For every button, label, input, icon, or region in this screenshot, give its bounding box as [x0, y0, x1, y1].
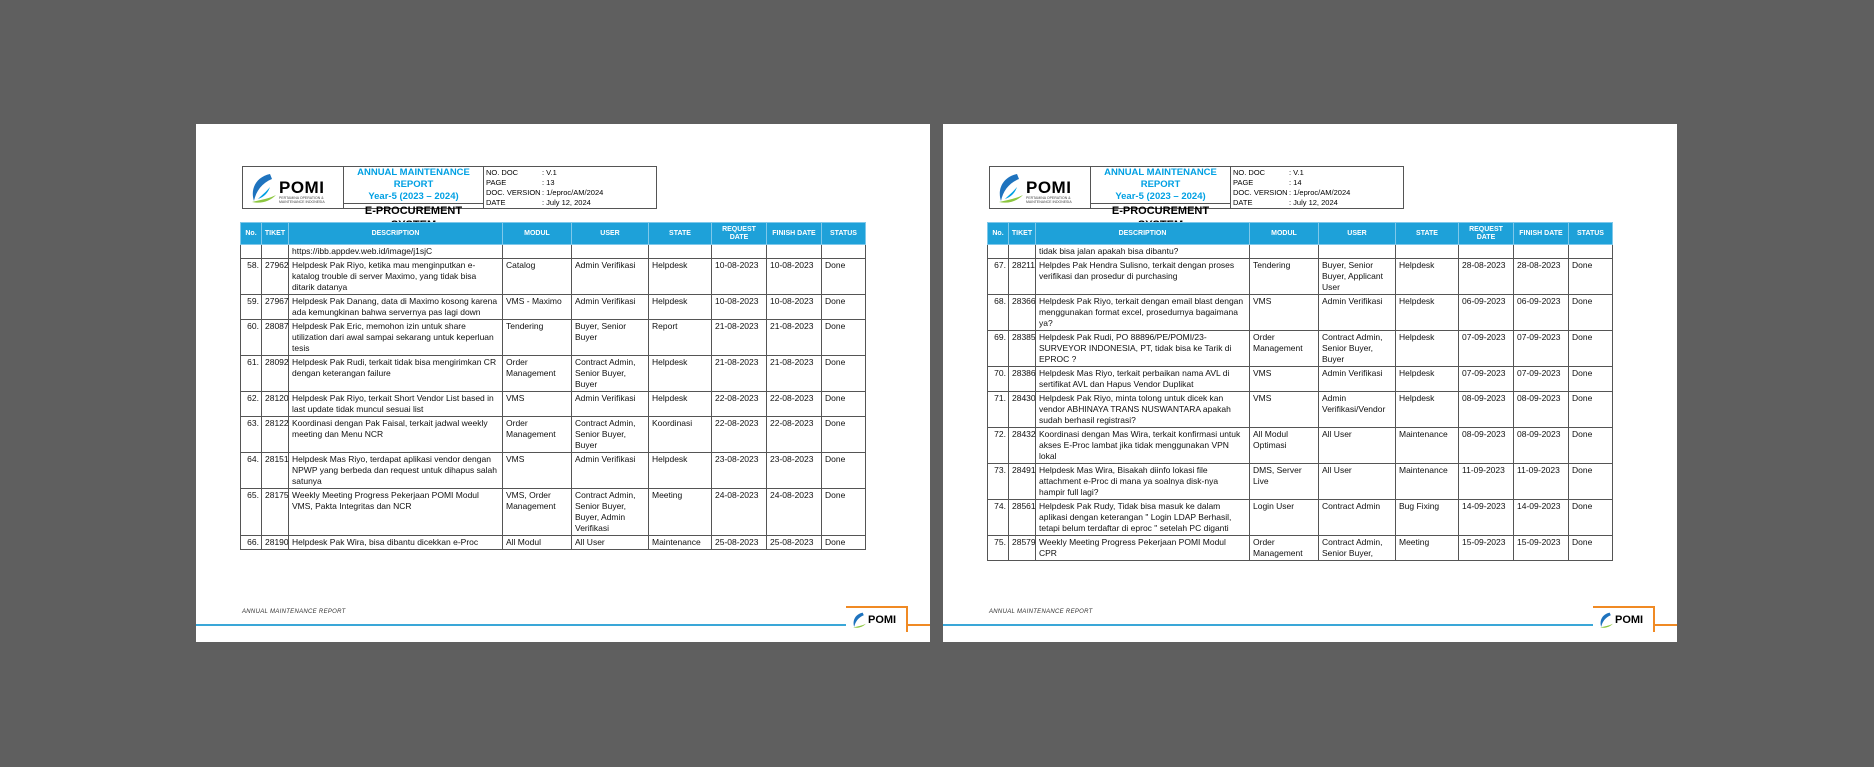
- row-tiket: 28151: [262, 453, 289, 489]
- row-status: Done: [1569, 536, 1613, 561]
- row-state: Maintenance: [1396, 464, 1459, 500]
- continuation-cell: [1250, 245, 1319, 259]
- row-modul: Order Management: [503, 417, 572, 453]
- col-finish-date: FINISH DATE: [767, 223, 822, 245]
- row-status: Done: [822, 392, 866, 417]
- row-description: Weekly Meeting Progress Pekerjaan POMI Modul VMS, Pakta Integritas dan NCR: [289, 489, 503, 536]
- pomi-logo: [990, 167, 1091, 208]
- continuation-cell: [1396, 245, 1459, 259]
- continuation-cell: [822, 245, 866, 259]
- document-page-14: [943, 124, 1677, 642]
- row-state: Helpdesk: [649, 295, 712, 320]
- row-tiket: 28087: [262, 320, 289, 356]
- row-request-date: 14-09-2023: [1459, 500, 1514, 536]
- meta-no-doc: : V.1: [1289, 168, 1304, 177]
- row-finish-date: 25-08-2023: [767, 536, 822, 550]
- row-status: Done: [822, 489, 866, 536]
- col-description: DESCRIPTION: [289, 223, 503, 245]
- row-modul: Order Management: [1250, 331, 1319, 367]
- row-modul: VMS: [503, 453, 572, 489]
- row-finish-date: 07-09-2023: [1514, 331, 1569, 367]
- meta-date: : July 12, 2024: [1289, 198, 1338, 207]
- row-modul: VMS: [503, 392, 572, 417]
- table-row: [241, 356, 866, 392]
- maintenance-table: [240, 222, 866, 550]
- row-user: All User: [572, 536, 649, 550]
- pomi-swoosh-icon: [248, 171, 278, 205]
- table-row: [241, 489, 866, 536]
- row-request-date: 15-09-2023: [1459, 536, 1514, 561]
- row-description: Helpdesk Mas Riyo, terkait perbaikan nama AVL di sertifikat AVL dan Hapus Vendor Duplikat: [1036, 367, 1250, 392]
- logo-subtitle: PERTAMINA OPERATION & MAINTENANCE INDONESIA: [1026, 196, 1072, 204]
- meta-label-no-doc: NO. DOC: [1233, 168, 1266, 177]
- row-finish-date: 10-08-2023: [767, 259, 822, 295]
- table-row: [988, 295, 1613, 331]
- continuation-cell: [503, 245, 572, 259]
- row-status: Done: [822, 417, 866, 453]
- row-request-date: 08-09-2023: [1459, 392, 1514, 428]
- row-tiket: 28579: [1009, 536, 1036, 561]
- row-modul: VMS: [1250, 392, 1319, 428]
- row-modul: VMS - Maximo: [503, 295, 572, 320]
- row-status: Done: [1569, 367, 1613, 392]
- meta-page: : 14: [1289, 178, 1302, 187]
- report-title: ANNUAL MAINTENANCE REPORT: [357, 167, 470, 190]
- footer-line: [196, 624, 846, 626]
- row-state: Helpdesk: [1396, 392, 1459, 428]
- report-title-block: [1091, 167, 1231, 217]
- row-no: 73.: [988, 464, 1009, 500]
- row-no: 69.: [988, 331, 1009, 367]
- continuation-cell: [1009, 245, 1036, 259]
- table-row: [988, 536, 1613, 561]
- doc-meta: [1231, 167, 1403, 208]
- row-user: All User: [1319, 428, 1396, 464]
- row-finish-date: 08-09-2023: [1514, 392, 1569, 428]
- row-description: Helpdesk Pak Riyo, terkait dengan email blast dengan menggunakan format excel, prosedurnya bagaimana ya?: [1036, 295, 1250, 331]
- row-no: 71.: [988, 392, 1009, 428]
- row-finish-date: 10-08-2023: [767, 295, 822, 320]
- row-user: Admin Verifikasi/Vendor: [1319, 392, 1396, 428]
- footer-logo: [846, 606, 908, 632]
- row-modul: Tendering: [1250, 259, 1319, 295]
- col-status: STATUS: [1569, 223, 1613, 245]
- row-request-date: 10-08-2023: [712, 295, 767, 320]
- row-finish-date: 23-08-2023: [767, 453, 822, 489]
- document-header: [989, 166, 1404, 217]
- row-modul: VMS: [1250, 367, 1319, 392]
- report-year: Year-5 (2023 – 2024): [1115, 191, 1206, 202]
- row-tiket: 28491: [1009, 464, 1036, 500]
- row-user: Admin Verifikasi: [572, 295, 649, 320]
- logo-text: POMI: [279, 178, 325, 197]
- continuation-cell: [1514, 245, 1569, 259]
- row-description: Helpdesk Pak Eric, memohon izin untuk share utilization dari awal sampai sekarang untuk keperluan tesis: [289, 320, 503, 356]
- row-state: Helpdesk: [1396, 367, 1459, 392]
- row-description: Helpdesk Pak Riyo, terkait Short Vendor List based in last update tidak muncul sesuai list: [289, 392, 503, 417]
- row-user: Contract Admin, Senior Buyer, Buyer: [572, 356, 649, 392]
- row-request-date: 06-09-2023: [1459, 295, 1514, 331]
- row-status: Done: [1569, 331, 1613, 367]
- row-tiket: 28122: [262, 417, 289, 453]
- row-state: Meeting: [1396, 536, 1459, 561]
- row-user: Admin Verifikasi: [572, 453, 649, 489]
- table-row: [988, 428, 1613, 464]
- logo-text: POMI: [1026, 178, 1072, 197]
- table-header-row: [241, 223, 866, 245]
- report-year: Year-5 (2023 – 2024): [368, 191, 459, 202]
- row-modul: Catalog: [503, 259, 572, 295]
- row-status: Done: [822, 259, 866, 295]
- meta-version: : 1/eproc/AM/2024: [1289, 188, 1351, 197]
- row-description: Weekly Meeting Progress Pekerjaan POMI Modul CPR: [1036, 536, 1250, 561]
- table-row: [241, 417, 866, 453]
- row-tiket: 27962: [262, 259, 289, 295]
- row-no: 63.: [241, 417, 262, 453]
- system-name: E-PROCUREMENT: [344, 203, 483, 232]
- row-user: Admin Verifikasi: [1319, 295, 1396, 331]
- row-finish-date: 24-08-2023: [767, 489, 822, 536]
- row-finish-date: 07-09-2023: [1514, 367, 1569, 392]
- meta-label-date: DATE: [486, 198, 506, 207]
- table-row: [241, 392, 866, 417]
- pomi-swoosh-icon: [995, 171, 1025, 205]
- row-modul: VMS, Order Management: [503, 489, 572, 536]
- row-modul: VMS: [1250, 295, 1319, 331]
- row-no: 67.: [988, 259, 1009, 295]
- row-modul: Login User: [1250, 500, 1319, 536]
- footer-logo-text: POMI: [1615, 614, 1644, 626]
- row-request-date: 21-08-2023: [712, 356, 767, 392]
- col-user: USER: [572, 223, 649, 245]
- row-description: Helpdesk Pak Riyo, minta tolong untuk dicek kan vendor ABHINAYA TRANS NUSWANTARA apakah sudah berhasil registrasi?: [1036, 392, 1250, 428]
- row-no: 62.: [241, 392, 262, 417]
- table-row: [988, 331, 1613, 367]
- maintenance-table: [987, 222, 1613, 561]
- row-no: 59.: [241, 295, 262, 320]
- row-finish-date: 11-09-2023: [1514, 464, 1569, 500]
- report-title-block: [344, 167, 484, 217]
- continuation-text: https://ibb.appdev.web.id/image/j1sjC: [289, 245, 503, 259]
- row-user: Admin Verifikasi: [572, 392, 649, 417]
- row-tiket: 28432: [1009, 428, 1036, 464]
- row-status: Done: [822, 320, 866, 356]
- meta-label-page: PAGE: [1233, 178, 1254, 187]
- col-status: STATUS: [822, 223, 866, 245]
- system-name: E-PROCUREMENT: [1091, 203, 1230, 232]
- meta-label-no-doc: NO. DOC: [486, 168, 519, 177]
- row-no: 64.: [241, 453, 262, 489]
- row-tiket: 28561: [1009, 500, 1036, 536]
- footer-title: ANNUAL MAINTENANCE REPORT: [242, 609, 346, 615]
- row-modul: Tendering: [503, 320, 572, 356]
- row-state: Helpdesk: [1396, 331, 1459, 367]
- pomi-logo: [243, 167, 344, 208]
- row-tiket: 28175: [262, 489, 289, 536]
- row-description: Helpdesk Mas Wira, Bisakah diinfo lokasi file attachment e-Proc di mana ya soalnya disk-nya hampir full lagi?: [1036, 464, 1250, 500]
- col-state: STATE: [1396, 223, 1459, 245]
- row-description: Koordinasi dengan Mas Wira, terkait konfirmasi untuk akses E-Proc lambat jika tidak menggunakan VPN lokal: [1036, 428, 1250, 464]
- row-finish-date: 21-08-2023: [767, 356, 822, 392]
- footer-accent-line: [1655, 624, 1677, 626]
- row-tiket: 28430: [1009, 392, 1036, 428]
- row-description: Helpdesk Pak Rudi, PO 88896/PE/POMI/23-SURVEYOR INDONESIA, PT, tidak bisa ke Tarik di EPROC ?: [1036, 331, 1250, 367]
- row-status: Done: [1569, 464, 1613, 500]
- row-request-date: 24-08-2023: [712, 489, 767, 536]
- row-no: 61.: [241, 356, 262, 392]
- continuation-row: [988, 245, 1613, 259]
- row-status: Done: [822, 536, 866, 550]
- logo-subtitle: PERTAMINA OPERATION & MAINTENANCE INDONESIA: [279, 196, 325, 204]
- row-request-date: 21-08-2023: [712, 320, 767, 356]
- row-tiket: 28092: [262, 356, 289, 392]
- col-modul: MODUL: [1250, 223, 1319, 245]
- row-no: 68.: [988, 295, 1009, 331]
- document-page-13: [196, 124, 930, 642]
- row-no: 72.: [988, 428, 1009, 464]
- row-user: Contract Admin, Senior Buyer, Buyer: [572, 417, 649, 453]
- row-description: Helpdesk Pak Rudy, Tidak bisa masuk ke dalam aplikasi dengan keterangan " Login LDAP Berhasil, tetapi belum terdaftar di eproc " setelah PC diganti: [1036, 500, 1250, 536]
- col-state: STATE: [649, 223, 712, 245]
- footer-logo-text: POMI: [868, 614, 897, 626]
- row-finish-date: 08-09-2023: [1514, 428, 1569, 464]
- col-tiket: TIKET: [1009, 223, 1036, 245]
- doc-meta: [484, 167, 656, 208]
- table-header-row: [988, 223, 1613, 245]
- row-user: Contract Admin, Senior Buyer, Buyer: [1319, 331, 1396, 367]
- row-modul: DMS, Server Live: [1250, 464, 1319, 500]
- table-row: [988, 392, 1613, 428]
- meta-label-version: DOC. VERSION: [1233, 188, 1288, 197]
- col-modul: MODUL: [503, 223, 572, 245]
- continuation-cell: [572, 245, 649, 259]
- meta-no-doc: : V.1: [542, 168, 557, 177]
- row-tiket: 28190: [262, 536, 289, 550]
- row-description: Koordinasi dengan Pak Faisal, terkait jadwal weekly meeting dan Menu NCR: [289, 417, 503, 453]
- row-tiket: 28366: [1009, 295, 1036, 331]
- table-row: [241, 536, 866, 550]
- table-row: [241, 295, 866, 320]
- footer-line: [943, 624, 1593, 626]
- continuation-text: tidak bisa jalan apakah bisa dibantu?: [1036, 245, 1250, 259]
- row-modul: Order Management: [1250, 536, 1319, 561]
- continuation-cell: [241, 245, 262, 259]
- pomi-swoosh-icon: [850, 611, 868, 629]
- pomi-swoosh-icon: [1597, 611, 1615, 629]
- col-request-date: REQUEST DATE: [712, 223, 767, 245]
- row-no: 60.: [241, 320, 262, 356]
- row-description: Helpdesk Pak Danang, data di Maximo kosong karena ada kemungkinan bahwa servernya pas lagi down: [289, 295, 503, 320]
- row-status: Done: [1569, 392, 1613, 428]
- row-state: Helpdesk: [649, 259, 712, 295]
- row-request-date: 25-08-2023: [712, 536, 767, 550]
- table-row: [988, 464, 1613, 500]
- row-request-date: 28-08-2023: [1459, 259, 1514, 295]
- meta-label-page: PAGE: [486, 178, 507, 187]
- row-status: Done: [1569, 259, 1613, 295]
- row-status: Done: [822, 453, 866, 489]
- row-finish-date: 14-09-2023: [1514, 500, 1569, 536]
- row-finish-date: 06-09-2023: [1514, 295, 1569, 331]
- row-no: 74.: [988, 500, 1009, 536]
- row-modul: Order Management: [503, 356, 572, 392]
- continuation-cell: [712, 245, 767, 259]
- row-status: Done: [1569, 295, 1613, 331]
- row-state: Helpdesk: [649, 356, 712, 392]
- row-no: 66.: [241, 536, 262, 550]
- col-user: USER: [1319, 223, 1396, 245]
- meta-label-date: DATE: [1233, 198, 1253, 207]
- row-finish-date: 15-09-2023: [1514, 536, 1569, 561]
- row-state: Helpdesk: [649, 453, 712, 489]
- row-status: Done: [1569, 428, 1613, 464]
- row-finish-date: 21-08-2023: [767, 320, 822, 356]
- document-header: [242, 166, 657, 217]
- row-request-date: 22-08-2023: [712, 417, 767, 453]
- row-description: Helpdes Pak Hendra Sulisno, terkait dengan proses verifikasi dan prosedur di purchasing: [1036, 259, 1250, 295]
- continuation-cell: [1319, 245, 1396, 259]
- continuation-cell: [767, 245, 822, 259]
- row-user: Contract Admin, Senior Buyer,: [1319, 536, 1396, 561]
- row-description: Helpdesk Pak Riyo, ketika mau menginputkan e-katalog trouble di server Maximo, yang tidak bisa ditarik datanya: [289, 259, 503, 295]
- table-row: [241, 453, 866, 489]
- col-description: DESCRIPTION: [1036, 223, 1250, 245]
- row-user: Admin Verifikasi: [1319, 367, 1396, 392]
- row-state: Meeting: [649, 489, 712, 536]
- row-finish-date: 22-08-2023: [767, 392, 822, 417]
- row-description: Helpdesk Pak Wira, bisa dibantu dicekkan e-Proc: [289, 536, 503, 550]
- continuation-cell: [649, 245, 712, 259]
- continuation-cell: [1459, 245, 1514, 259]
- row-request-date: 22-08-2023: [712, 392, 767, 417]
- row-user: Buyer, Senior Buyer, Applicant User: [1319, 259, 1396, 295]
- footer-logo: [1593, 606, 1655, 632]
- row-user: Admin Verifikasi: [572, 259, 649, 295]
- table-row: [241, 320, 866, 356]
- row-tiket: 28386: [1009, 367, 1036, 392]
- col-request-date: REQUEST DATE: [1459, 223, 1514, 245]
- continuation-row: [241, 245, 866, 259]
- row-state: Koordinasi: [649, 417, 712, 453]
- row-request-date: 10-08-2023: [712, 259, 767, 295]
- footer-title: ANNUAL MAINTENANCE REPORT: [989, 609, 1093, 615]
- row-state: Helpdesk: [649, 392, 712, 417]
- row-state: Maintenance: [649, 536, 712, 550]
- row-state: Maintenance: [1396, 428, 1459, 464]
- row-state: Report: [649, 320, 712, 356]
- row-no: 58.: [241, 259, 262, 295]
- meta-version: : 1/eproc/AM/2024: [542, 188, 604, 197]
- row-request-date: 23-08-2023: [712, 453, 767, 489]
- row-request-date: 08-09-2023: [1459, 428, 1514, 464]
- row-request-date: 07-09-2023: [1459, 331, 1514, 367]
- row-request-date: 07-09-2023: [1459, 367, 1514, 392]
- footer-accent-line: [908, 624, 930, 626]
- row-state: Helpdesk: [1396, 295, 1459, 331]
- row-description: Helpdesk Mas Riyo, terdapat aplikasi vendor dengan NPWP yang berbeda dan request untuk dihapus salah satunya: [289, 453, 503, 489]
- table-row: [988, 500, 1613, 536]
- row-tiket: 28120: [262, 392, 289, 417]
- row-status: Done: [1569, 500, 1613, 536]
- row-status: Done: [822, 295, 866, 320]
- row-user: Contract Admin: [1319, 500, 1396, 536]
- meta-label-version: DOC. VERSION: [486, 188, 541, 197]
- row-state: Bug Fixing: [1396, 500, 1459, 536]
- col-no: No.: [988, 223, 1009, 245]
- row-user: Buyer, Senior Buyer: [572, 320, 649, 356]
- row-status: Done: [822, 356, 866, 392]
- table-row: [988, 259, 1613, 295]
- col-tiket: TIKET: [262, 223, 289, 245]
- continuation-cell: [988, 245, 1009, 259]
- row-request-date: 11-09-2023: [1459, 464, 1514, 500]
- table-row: [988, 367, 1613, 392]
- row-finish-date: 22-08-2023: [767, 417, 822, 453]
- row-modul: All Modul: [503, 536, 572, 550]
- col-no: No.: [241, 223, 262, 245]
- continuation-cell: [1569, 245, 1613, 259]
- row-no: 75.: [988, 536, 1009, 561]
- row-user: All User: [1319, 464, 1396, 500]
- meta-date: : July 12, 2024: [542, 198, 591, 207]
- row-tiket: 27967: [262, 295, 289, 320]
- row-no: 70.: [988, 367, 1009, 392]
- row-finish-date: 28-08-2023: [1514, 259, 1569, 295]
- continuation-cell: [262, 245, 289, 259]
- row-description: Helpdesk Pak Rudi, terkait tidak bisa mengirimkan CR dengan keterangan failure: [289, 356, 503, 392]
- table-row: [241, 259, 866, 295]
- row-state: Helpdesk: [1396, 259, 1459, 295]
- row-user: Contract Admin, Senior Buyer, Buyer, Admin Verifikasi: [572, 489, 649, 536]
- row-no: 65.: [241, 489, 262, 536]
- col-finish-date: FINISH DATE: [1514, 223, 1569, 245]
- row-modul: All Modul Optimasi: [1250, 428, 1319, 464]
- row-tiket: 28211: [1009, 259, 1036, 295]
- report-title: ANNUAL MAINTENANCE REPORT: [1104, 167, 1217, 190]
- row-tiket: 28385: [1009, 331, 1036, 367]
- meta-page: : 13: [542, 178, 555, 187]
